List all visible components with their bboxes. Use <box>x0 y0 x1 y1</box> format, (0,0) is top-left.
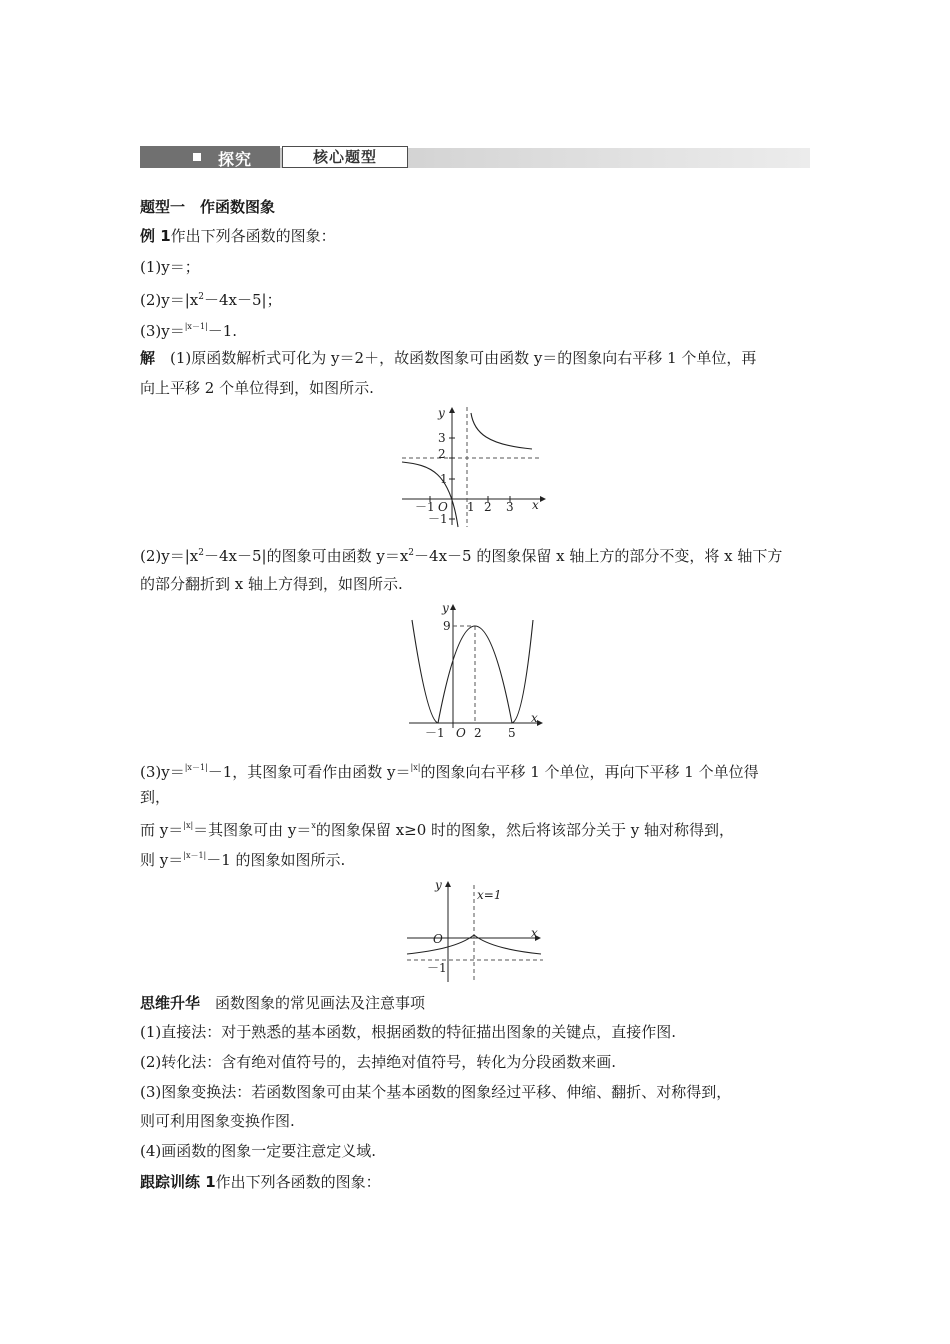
example-line <box>140 226 336 246</box>
fig1-tick-1: 1 <box>440 472 448 486</box>
fig1-x-arrow-icon <box>540 496 546 502</box>
example-text: 作出下列各函数的图象： <box>170 227 336 245</box>
fig2-tick-2: 2 <box>474 726 482 740</box>
solution-p3-exp2: |x| <box>410 763 421 772</box>
solution-p3-c1: 而 y＝ <box>140 821 184 839</box>
fig1-origin: O <box>438 500 448 514</box>
fig3-x-label: x <box>531 926 538 940</box>
solution-line-5 <box>140 758 759 782</box>
summary-2: (2)转化法：含有绝对值符号的，去掉绝对值符号，转化为分段函数来画. <box>140 1053 617 1071</box>
summary-line <box>140 993 425 1013</box>
fig1-tick-x1: 1 <box>467 500 475 514</box>
fig1-tick-3: 3 <box>438 431 446 445</box>
summary-4: (4)画函数的图象一定要注意定义域. <box>140 1142 377 1160</box>
practice-text: 作出下列各函数的图象： <box>215 1173 381 1191</box>
fig1-tick-x3: 3 <box>506 500 514 514</box>
fig2-tick-5: 5 <box>508 726 516 740</box>
solution-p3-a3: 的图象向右平移 1 个单位，再向下平移 1 个单位得 <box>420 763 759 781</box>
section-heading: 题型一 作函数图象 <box>140 198 276 216</box>
solution-line-7 <box>140 816 734 840</box>
solution-p3-c-exp2: x <box>311 821 316 830</box>
solution-p3-d1: 则 y＝ <box>140 851 184 869</box>
example-label: 例 1 <box>140 227 171 245</box>
figure-1-graph <box>400 405 550 530</box>
item-3-part-b: －1. <box>207 322 238 340</box>
solution-p2-a1: (2)y＝|x <box>140 547 199 565</box>
fig2-x-label: x <box>531 711 538 725</box>
banner-tab: 核心题型 <box>282 146 408 168</box>
solution-line-4: 的部分翻折到 x 轴上方得到，如图所示. <box>140 575 403 593</box>
item-1: (1)y＝； <box>140 258 200 276</box>
solution-p3-exp1: |x－1| <box>184 763 208 772</box>
summary-title: 函数图象的常见画法及注意事项 <box>215 994 426 1012</box>
solution-line-6: 到， <box>140 788 171 806</box>
fig2-y-label: y <box>442 601 449 615</box>
solution-p3-c2: ＝其图象可由 y＝ <box>193 821 312 839</box>
fig3-y-arrow-icon <box>445 881 451 887</box>
figure-3-graph <box>405 877 550 987</box>
item-3-part-a: (3)y＝ <box>140 322 185 340</box>
summary-3b: 则可利用图象变换作图. <box>140 1112 295 1130</box>
solution-p3-a1: (3)y＝ <box>140 763 185 781</box>
fig1-curve-right <box>471 413 532 449</box>
square-bullet-icon <box>193 153 201 161</box>
fig2-y-arrow-icon <box>450 604 456 610</box>
figure-2-graph <box>405 600 550 745</box>
solution-line-2: 向上平移 2 个单位得到，如图所示. <box>140 379 374 397</box>
fig3-origin: O <box>433 932 443 946</box>
fig1-tick-neg1-y: －1 <box>428 512 448 526</box>
fig2-x-arrow-icon <box>537 720 543 726</box>
solution-p3-a2: －1，其图象可看作由函数 y＝ <box>207 763 411 781</box>
fig2-curve <box>412 620 533 723</box>
item-2: $(2)y=|x^2-4x-5|$； <box>140 291 282 309</box>
fig3-tick-neg1: －1 <box>427 961 447 975</box>
practice-line <box>140 1172 381 1192</box>
item-2-part-b: －4x－5|； <box>203 291 282 309</box>
fig1-tick-neg1-x: －1 <box>415 500 435 514</box>
fig1-y-label: y <box>438 406 445 420</box>
summary-3a: (3)图象变换法：若函数图象可由某个基本函数的图象经过平移、伸缩、翻折、对称得到， <box>140 1083 732 1101</box>
solution-p2-a3: －4x－5 的图象保留 x 轴上方的部分不变，将 x 轴下方 <box>414 547 783 565</box>
solution-p3-d2: －1 的图象如图所示. <box>206 851 346 869</box>
solution-p3-c-exp1: |x| <box>183 821 194 830</box>
item-3-exponent: |x－1| <box>184 322 208 331</box>
practice-label: 跟踪训练 1 <box>140 1173 216 1191</box>
fig2-origin: O <box>456 726 466 740</box>
summary-1: (1)直接法：对于熟悉的基本函数，根据函数的特征描出图象的关键点，直接作图. <box>140 1023 677 1041</box>
solution-line-8 <box>140 846 345 870</box>
solution-p3-c3: 的图象保留 x≥0 时的图象，然后将该部分关于 y 轴对称得到， <box>315 821 735 839</box>
fig3-asymptote-label: x=1 <box>477 888 502 902</box>
section-banner <box>140 146 810 170</box>
solution-label: 解 <box>140 349 156 367</box>
fig1-x-label: x <box>532 498 539 512</box>
solution-p1-a: (1)原函数解析式可化为 y＝2＋，故函数图象可由函数 y＝的图象向右平移 1 个单位，再 <box>170 349 757 367</box>
item-2-part-a: (2)y＝|x <box>140 291 199 309</box>
summary-label: 思维升华 <box>140 994 201 1012</box>
banner-dark-block <box>140 146 280 168</box>
banner-label: 探究 <box>218 150 253 169</box>
solution-p2-a2: －4x－5|的图象可由函数 y＝x <box>203 547 409 565</box>
solution-p3-d-exp: |x－1| <box>183 851 207 860</box>
fig1-tick-x2: 2 <box>484 500 492 514</box>
fig2-tick-neg1: －1 <box>425 726 445 740</box>
solution-line-3: $(2)y=|x^2-4x-5|$的图象可由函数 $y=x^2-4x-5$ 的图象保留 x 轴上方的部分不变，将 x 轴下方 <box>140 547 783 565</box>
fig3-y-label: y <box>435 878 442 892</box>
item-3 <box>140 317 237 341</box>
solution-line-1 <box>140 348 756 368</box>
fig1-y-arrow-icon <box>449 407 455 413</box>
fig1-tick-2: 2 <box>438 447 446 461</box>
fig2-tick-9: 9 <box>443 619 451 633</box>
